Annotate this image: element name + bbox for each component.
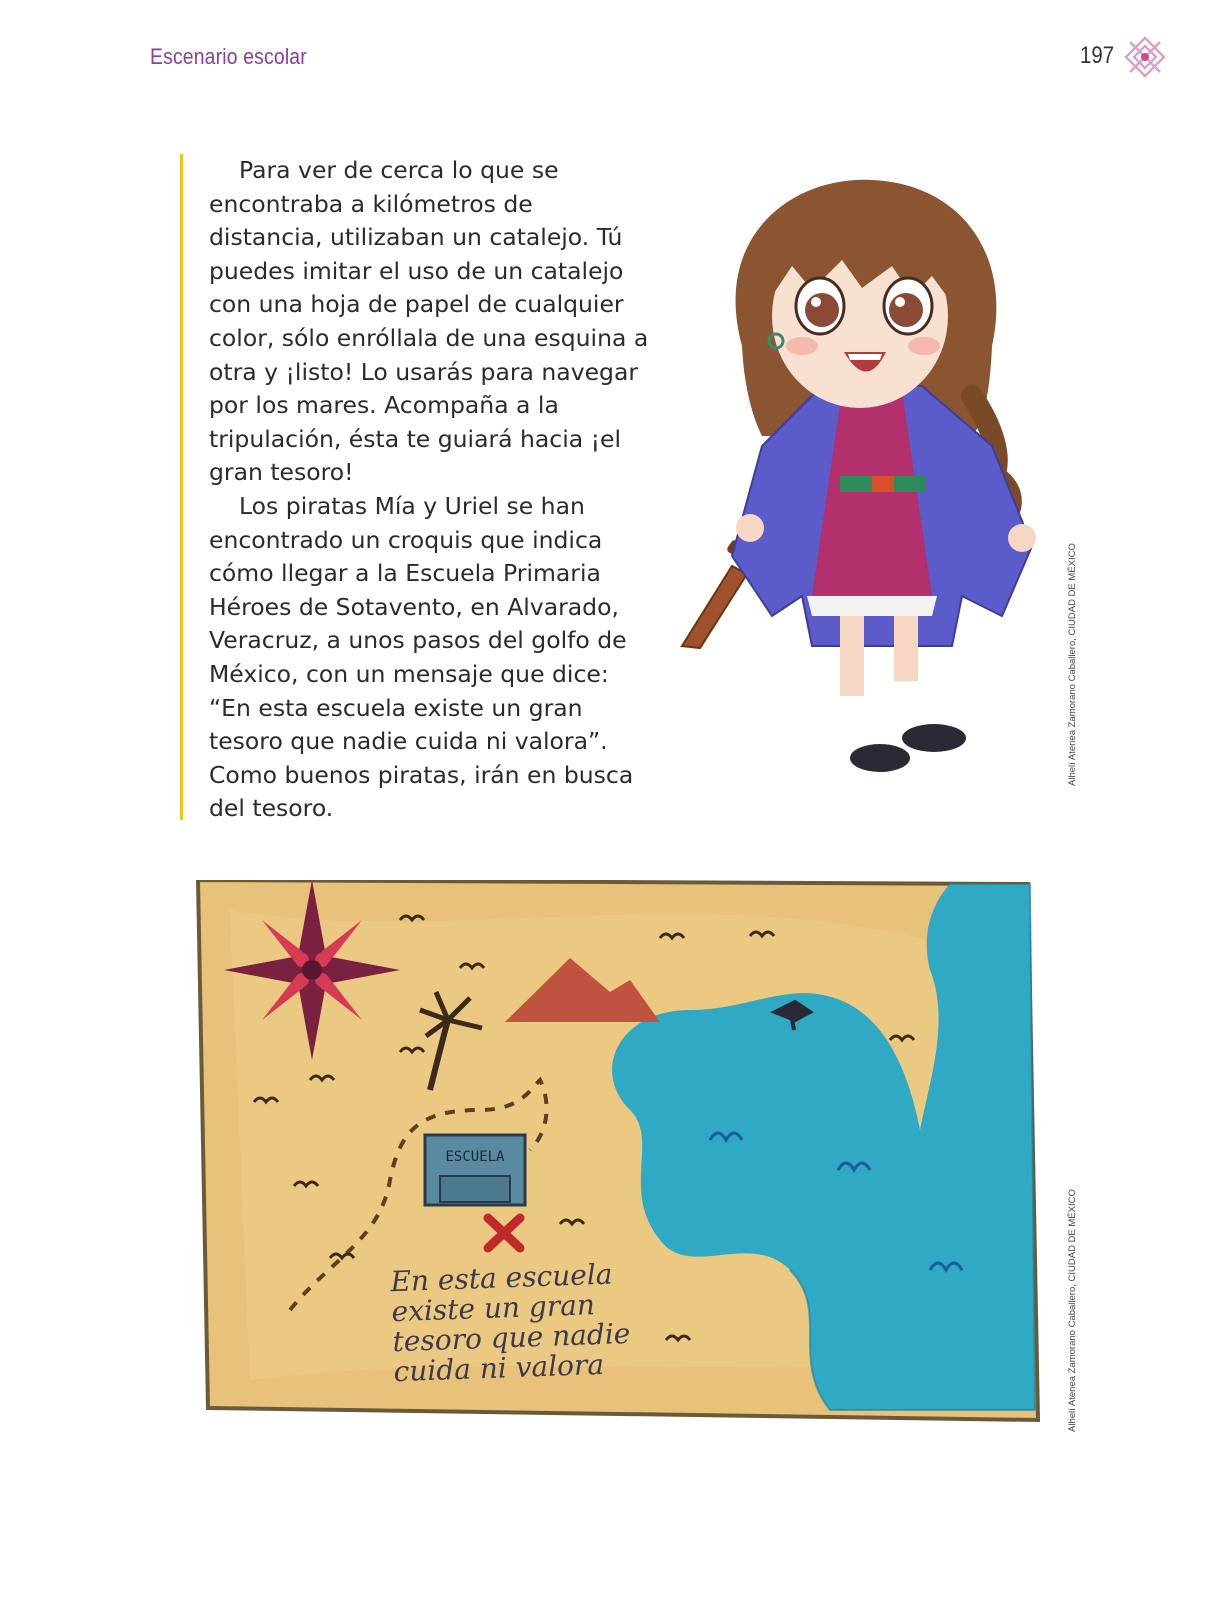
page-number: 197 bbox=[1080, 42, 1115, 69]
girl-illustration-credit: Alhelí Atenea Zamorano Caballero, CIUDAD DE MÉXICO bbox=[1067, 543, 1078, 786]
map-school-sign: ESCUELA bbox=[445, 1149, 505, 1165]
map-message-line: existe un gran bbox=[390, 1288, 596, 1329]
map-message bbox=[390, 1257, 694, 1387]
woven-diamond-emblem-icon bbox=[1124, 36, 1166, 78]
map-message-line: En esta escuela bbox=[389, 1257, 613, 1299]
girl-pirate-illustration bbox=[672, 176, 1052, 796]
map-illustration-credit: Alhelí Atenea Zamorano Caballero, CIUDAD DE MÉXICO bbox=[1067, 1189, 1078, 1432]
map-message-line: tesoro que nadie bbox=[392, 1316, 631, 1359]
section-title: Escenario escolar bbox=[150, 44, 307, 69]
body-paragraph-2: Los piratas Mía y Uriel se han encontrado un croquis que indica cómo llegar a la Escuela Primaria Héroes de Sotavento, en Alvarado, Veracruz, a unos pasos del golfo de México, con un mensaje que dice: “En esta escuela existe un gran tesoro que nadie cuida ni valora”. Como buenos piratas, irán en busca del tesoro. bbox=[209, 491, 634, 823]
body-text-block bbox=[180, 154, 650, 823]
body-paragraph-1: Para ver de cerca lo que se encontraba a kilómetros de distancia, utilizaban un catalejo. Tú puedes imitar el uso de un catalejo con una hoja de papel de cualquier color, sólo enróllala de una esquina a otra y ¡listo! Lo usarás para navegar por los mares. Acompaña a la tripulación, ésta te guiará hacia ¡el gran tesoro! bbox=[209, 156, 649, 487]
map-message-line: cuida ni valora bbox=[393, 1347, 605, 1389]
